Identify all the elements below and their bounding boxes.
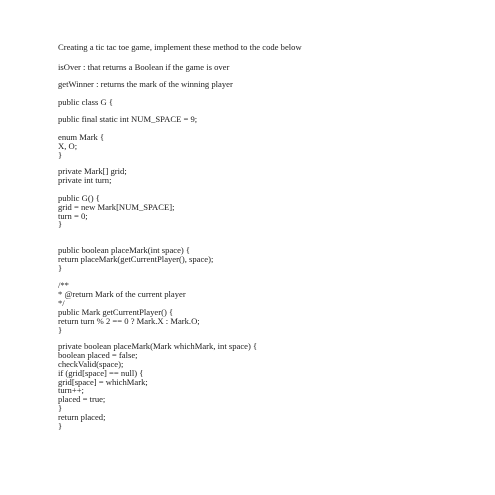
code-line: } xyxy=(58,403,63,413)
code-line: return placed; xyxy=(58,412,106,422)
code-line: private int turn; xyxy=(58,175,112,185)
code-line: public class G { xyxy=(58,97,113,107)
code-line: public G() { xyxy=(58,193,100,203)
code-line: } xyxy=(58,219,63,229)
requirement-isover: isOver : that returns a Boolean if the game is over xyxy=(58,62,230,72)
code-line: public boolean placeMark(int space) { xyxy=(58,245,191,255)
code-line: } xyxy=(58,325,63,335)
code-line: return turn % 2 == 0 ? Mark.X : Mark.O; xyxy=(58,316,200,326)
code-line: } xyxy=(58,263,63,273)
code-line: private Mark[] grid; xyxy=(58,166,127,176)
code-line: boolean placed = false; xyxy=(58,350,138,360)
code-line: return placeMark(getCurrentPlayer(), space); xyxy=(58,254,214,264)
code-comment: * @return Mark of the current player xyxy=(58,289,186,299)
code-line: placed = true; xyxy=(58,394,106,404)
code-comment: */ xyxy=(58,298,65,308)
code-line: enum Mark { xyxy=(58,132,105,142)
code-line: grid[space] = whichMark; xyxy=(58,377,148,387)
code-line: public Mark getCurrentPlayer() { xyxy=(58,307,174,317)
code-line: X, O; xyxy=(58,141,78,151)
code-line: private boolean placeMark(Mark whichMark, int space) { xyxy=(58,341,258,351)
code-line: checkValid(space); xyxy=(58,359,124,369)
code-line: } xyxy=(58,421,63,431)
code-line: } xyxy=(58,150,63,160)
code-line: public final static int NUM_SPACE = 9; xyxy=(58,114,198,124)
code-line: grid = new Mark[NUM_SPACE]; xyxy=(58,202,175,212)
code-line: if (grid[space] == null) { xyxy=(58,368,144,378)
code-line: turn++; xyxy=(58,385,84,395)
code-line: turn = 0; xyxy=(58,211,88,221)
requirement-getwinner: getWinner : returns the mark of the winning player xyxy=(58,79,233,89)
code-comment: /** xyxy=(58,280,69,290)
intro-line: Creating a tic tac toe game, implement these method to the code below xyxy=(58,42,302,52)
